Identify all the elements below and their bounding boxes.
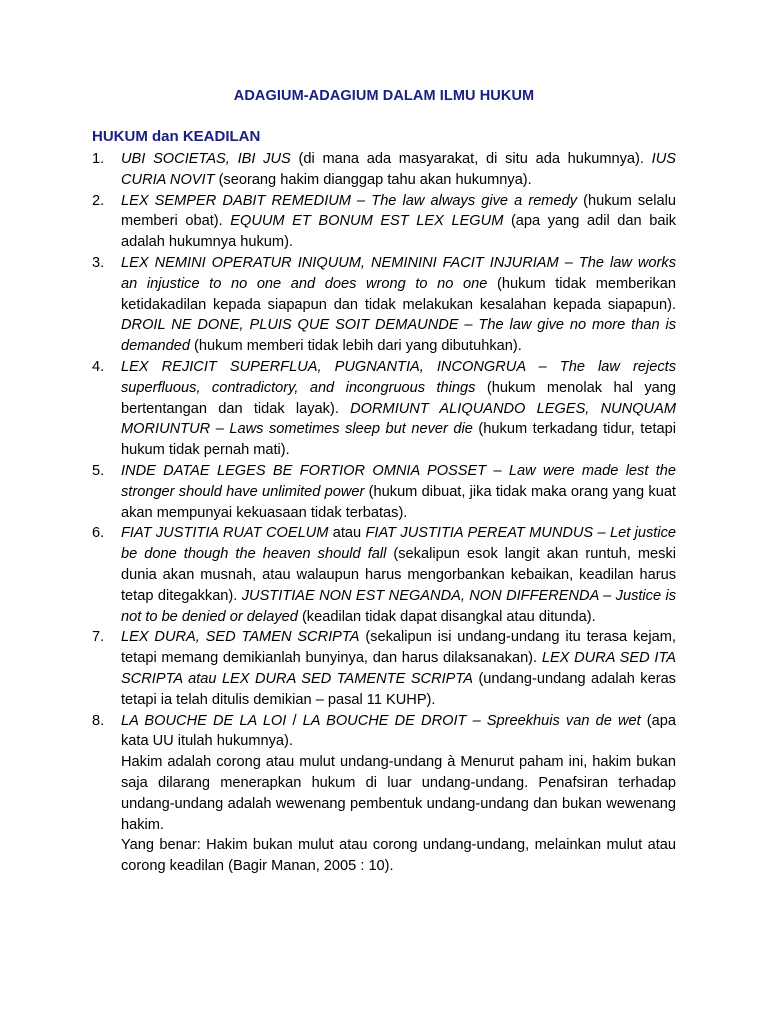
explanation-text: (seorang hakim dianggap tahu akan hukumnya). [214,171,532,188]
explanation-text: (hukum memberi tidak lebih dari yang dibutuhkan). [189,338,522,355]
latin-adage-text: LEX NEMINI OPERATUR INIQUUM, NEMININI FACIT INJURIAM – The law works an injustice to no one and does wrong to no one [121,254,676,292]
explanation-text: (hukum terkadang tidur, tetapi hukum tidak pernah mati). [121,421,676,459]
latin-adage-text: LEX DURA, SED TAMEN SCRIPTA [121,629,360,646]
latin-adage-text: LEX DURA SED ITA SCRIPTA atau LEX DURA SED TAMENTE SCRIPTA [121,650,677,687]
list-item-number: 6. [92,525,105,542]
latin-adage-text: FIAT JUSTITIA RUAT COELUM [121,525,329,542]
list-item-number: 5. [92,462,105,479]
latin-adage-text: LEX REJICIT SUPERFLUA, PUGNANTIA, INCONGRUA – The law rejects superfluous, contradictory, and incongruous things [121,358,676,396]
explanation-text: (undang-undang adalah keras tetapi ia telah ditulis demikian – pasal 11 KUHP). [121,670,676,708]
latin-adage-text: DORMIUNT ALIQUANDO LEGES, NUNQUAM MORIUNTUR – Laws sometimes sleep but never die [121,400,676,438]
list-item-paragraph [121,149,676,191]
document-title: ADAGIUM-ADAGIUM DALAM ILMU HUKUM [233,88,535,104]
latin-adage-text: LA BOUCHE DE LA LOI [121,712,287,729]
list-item-paragraph [121,627,676,710]
list-item [92,523,676,627]
explanation-text: (hukum dibuat, jika tidak maka orang yang kuat akan mempunyai kekuasaan tidak terbatas). [121,483,676,521]
latin-adage-text: LEX SEMPER DABIT REMEDIUM – The law always give a remedy [121,192,577,209]
list-item-paragraph [121,835,676,877]
latin-adage-text: IUS CURIA NOVIT [121,151,676,188]
list-item-paragraph [121,711,676,753]
explanation-text: / [286,712,303,729]
adage-list [92,149,676,877]
latin-adage-text: UBI SOCIETAS, IBI JUS [121,151,291,167]
list-item-paragraph [121,461,676,523]
explanation-text: (keadilan tidak dapat disangkal atau ditunda). [297,608,596,625]
explanation-text: (apa yang adil dan baik adalah hukumnya hukum). [121,213,676,251]
list-item [92,149,676,191]
latin-adage-text: FIAT JUSTITIA PEREAT MUNDUS – Let justice be done though the heaven should fall [121,525,677,563]
explanation-text: (apa kata UU itulah hukumnya). [121,712,676,750]
explanation-text: (di mana ada masyarakat, di situ ada hukumnya). [290,151,652,167]
list-item-number: 8. [92,712,105,729]
list-item [92,711,676,877]
latin-adage-text: INDE DATAE LEGES BE FORTIOR OMNIA POSSET – Law were made lest the stronger should have unlimited power [121,462,676,500]
latin-adage-text: LA BOUCHE DE DROIT – Spreekhuis van de wet [302,712,641,729]
latin-adage-text: DROIL NE DONE, PLUIS QUE SOIT DEMAUNDE – The law give no more than is demanded [121,317,676,355]
list-item-paragraph [121,523,676,627]
explanation-text: (hukum tidak memberikan ketidakadilan kepada siapapun dan tidak melakukan kesalahan kepada siapapun). [121,275,676,313]
explanation-text: Hakim adalah corong atau mulut undang-undang à Menurut paham ini, hakim bukan saja dilarang menerapkan hukum di luar undang-undang. Penafsiran terhadap undang-undang adalah wewenang pembentuk undang-undang dan bukan wewenang hakim. [121,754,676,833]
list-item-number: 1. [92,151,105,167]
explanation-text: atau [328,525,366,542]
explanation-text: (hukum selalu memberi obat). [121,192,676,230]
list-item-paragraph [121,357,676,461]
list-item [92,461,676,523]
list-item [92,191,676,253]
explanation-text: (sekalipun esok langit akan runtuh, meski dunia akan musnah, atau walaupun harus mengorbankan kebaikan, keadilan harus tetap ditegakkan). [121,546,676,604]
latin-adage-text: JUSTITIAE NON EST NEGANDA, NON DIFFERENDA – Justice is not to be denied or delayed [121,587,677,625]
list-item-number: 7. [92,629,105,646]
latin-adage-text: EQUUM ET BONUM EST LEX LEGUM [230,213,504,230]
list-item-number: 3. [92,254,105,271]
list-item-number: 4. [92,358,105,375]
list-item-paragraph [121,752,676,835]
list-item [92,627,676,710]
list-item-number: 2. [92,192,105,209]
section-heading: HUKUM dan KEADILAN [92,128,261,145]
explanation-text: (sekalipun isi undang-undang itu terasa kejam, tetapi memang demikianlah bunyinya, dan harus dilaksanakan). [121,629,676,667]
list-item [92,253,676,357]
list-item-paragraph [121,191,676,253]
explanation-text: Yang benar: Hakim bukan mulut atau corong undang-undang, melainkan mulut atau corong keadilan (Bagir Manan, 2005 : 10). [121,837,676,875]
explanation-text: (hukum menolak hal yang bertentangan dan tidak layak). [121,379,676,417]
list-item [92,357,676,461]
list-item-paragraph [121,253,676,357]
